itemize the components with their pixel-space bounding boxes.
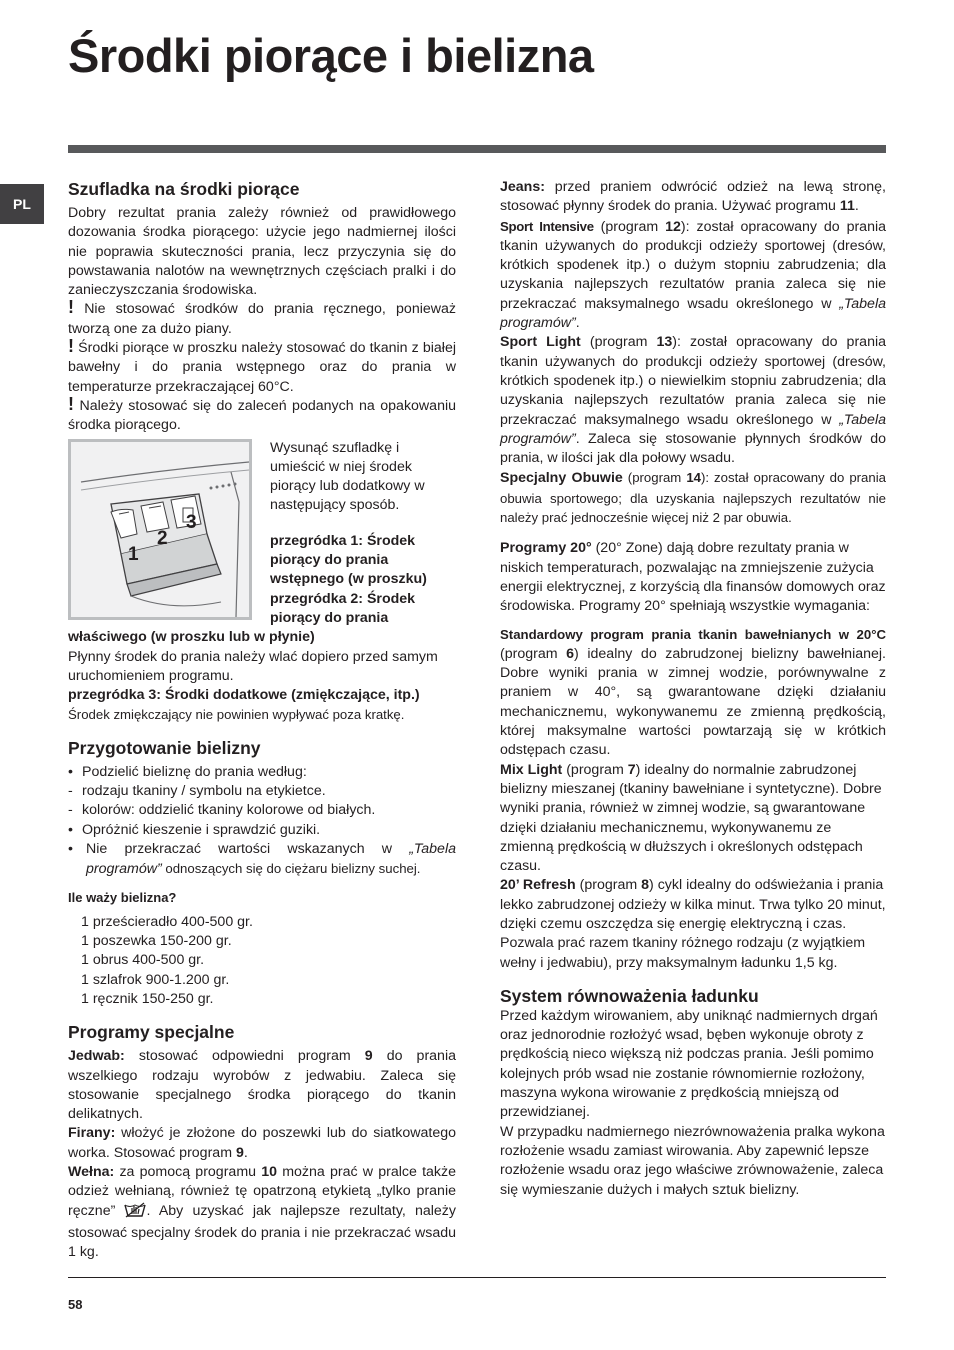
- silk-paragraph: Jedwab: stosować odpowiedni program 9 do prania wszelkiego rodzaju wyrobów z jedwabiu. Zaleca się stosowanie specjalnego środka piorącego do tkanin delikatnych.: [68, 1048, 456, 1123]
- programs-20-paragraph: Programy 20° (20° Zone) dają dobre rezultaty prania w niskich temperaturach, pozwalając na zmniejszenie zużycia energii elektrycznej, z korzyścią dla finansów domowych oraz środowiska. Programy 20° spełniają wszystkie wymagania:: [500, 540, 886, 615]
- page-number: 58: [68, 1297, 83, 1312]
- table-reference: „Tabela programów”: [500, 411, 886, 447]
- compartment-label-2: 2: [157, 527, 168, 549]
- warning-2: ! Środki piorące w proszku należy stosować do tkanin z białej bawełny i do prania wstępnego oraz do prania w temperaturze przekraczającej 60°C.: [68, 336, 456, 395]
- compartment-1: przegródka 1: Środek piorący do prania wstępnego (w proszku): [270, 532, 427, 588]
- detergent-drawer-illustration: [68, 439, 252, 620]
- refresh-paragraph: 20’ Refresh (program 8) cykl idealny do odświeżania i prania lekko zabrudzonej odzieży w kilka minut. Trwa tylko 20 minut, dzięki czemu oszczędza się energię elektryczną i czas. Pozwala prać razem tkaniny różnego rodzaju (z wyjątkiem wełny i jedwabiu), przy maksymalnym ładunku 1,5 kg.: [500, 877, 886, 971]
- drawer-figure-row: [68, 439, 456, 629]
- laundry-prep-list: [68, 763, 456, 880]
- footer-rule: [68, 1277, 886, 1278]
- compartment-label-3: 3: [186, 511, 197, 533]
- weight-item: 1 prześcieradło 400-500 gr.: [81, 913, 253, 930]
- compartment-2-a: przegródka 2: Środek piorący do prania: [270, 590, 416, 626]
- language-tab: PL: [0, 184, 44, 224]
- hand-wash-icon: [124, 1202, 146, 1224]
- right-column: [500, 178, 886, 1200]
- compartment-3-note: Środek zmiękczający nie powinien wypływać poza kratkę.: [68, 707, 405, 723]
- heading-detergent-drawer: Szufladka na środki piorące: [68, 179, 300, 199]
- weights-list: [81, 913, 456, 1009]
- curtains-paragraph: Firany: włożyć je złożone do poszewki lub do siatkowatego worka. Stosować program 9.: [68, 1125, 456, 1161]
- list-item: • Podzielić bieliznę do prania według:: [68, 763, 307, 780]
- figure-instruction: Wysunąć szufladkę i umieścić w niej środek piorący lub dodatkowy w następujący sposób.: [270, 439, 425, 514]
- left-column: [68, 178, 456, 1263]
- heading-load-balance: System równoważenia ładunku: [500, 985, 759, 1006]
- warning-icon: !: [68, 297, 74, 318]
- weight-item: 1 ręcznik 150-250 gr.: [81, 990, 214, 1007]
- heading-special-programs: Programy specjalne: [68, 1022, 235, 1043]
- warning-1: ! Nie stosować środków do prania ręcznego, ponieważ tworzą one za dużo piany.: [68, 297, 456, 337]
- jeans-paragraph: Jeans: przed praniem odwrócić odzież na lewą stronę, stosować płynny środek do prania. Używać programu 11.: [500, 179, 886, 215]
- table-reference: „Tabela programów”: [500, 295, 886, 332]
- drawer-figure-text: [270, 439, 456, 629]
- compartment-2-note: Płynny środek do prania należy wlać dopiero przed samym uruchomieniem programu.: [68, 648, 438, 684]
- compartment-label-1: 1: [128, 543, 139, 565]
- drawer-intro: Dobry rezultat prania zależy również od prawidłowego dozowania środka piorącego: użycie jego nadmiernej ilości nie poprawia skuteczności prania, lecz przyczynia się do powstawania nalotów na wewnętrznych częściach pralki i do zanieczyszczania środowiska.: [68, 205, 456, 299]
- list-item: • Nie przekraczać wartości wskazanych w „Tabela programów” odnoszących się do ciężaru bielizny suchej.: [68, 840, 456, 878]
- table-reference: „Tabela programów”: [86, 840, 456, 878]
- compartment-2-b: właściwego (w proszku lub w płynie): [68, 629, 315, 646]
- heading-laundry-prep: Przygotowanie bielizny: [68, 737, 261, 758]
- list-item: - rodzaju tkaniny / symbolu na etykietce.: [68, 783, 326, 800]
- standard-cotton-paragraph: Standardowy program prania tkanin bawełnianych w 20°C (program 6) idealny do zabrudzonej bielizny bawełnianej. Dobre wyniki prania w zimnej wodzie, porównywalne z praniem w 40°, są gwarantowane dzięki działaniu mechanicznemu, wykonywanemu ze zmienną prędkością, której maksymalne wartości powtarzają się w krótkich odstępach czasu.: [500, 626, 886, 759]
- warning-icon: !: [68, 336, 74, 357]
- weight-item: 1 szlafrok 900-1.200 gr.: [81, 971, 230, 988]
- sport-intensive-paragraph: Sport Intensive (program 12): został opracowany do prania tkanin używanych do produkcji odzieży sportowej (dresów, krótkich spodenek itp.) o dużym stopniu zabrudzenia; dla uzyskania najlepszych rezultatów prania zaleca się nie przekraczać maksymalnego wsadu określonego w „Tabela programów”.: [500, 218, 887, 332]
- drawer-drawing: [71, 442, 249, 617]
- warning-3: ! Należy stosować się do zaleceń podanych na opakowaniu środka piorącego.: [68, 393, 457, 434]
- list-item: • Opróżnić kieszenie i sprawdzić guziki.: [68, 821, 321, 838]
- shoes-paragraph: Specjalny Obuwie (program 14): został opracowany do prania obuwia sportowego; dla uzyskania najlepszych rezultatów nie należy prać jednocześnie więcej niż 2 par obuwia.: [500, 470, 886, 526]
- mix-light-paragraph: Mix Light (program 7) idealny do normalnie zabrudzonej bielizny mieszanej (tkaniny bawełniane i syntetyczne). Dobre wyniki prania, również w zimnej wodzie, są gwarantowane dzięki działaniu mechanicznemu, wykonywanemu ze zmienną prędkością w dłuższych i określonych odstępach czasu.: [500, 761, 882, 875]
- wool-paragraph: Wełna: za pomocą programu 10 można prać w pralce także odzież wełnianą, również tę opatrzoną etykietą „tylko pranie ręczne” . Aby uzyskać jak najlepsze rezultaty, należy stosować specjalny środek do prania i nie przekraczać wsadu 1 kg.: [68, 1164, 456, 1261]
- weight-item: 1 poszewka 150-200 gr.: [81, 933, 232, 950]
- list-item: - kolorów: oddzielić tkaniny kolorowe od białych.: [68, 802, 376, 819]
- compartment-3: przegródka 3: Środki dodatkowe (zmiękczające, itp.): [68, 687, 420, 704]
- sport-light-paragraph: Sport Light (program 13): został opracowany do prania tkanin używanych do produkcji odzieży sportowej (dresów, krótkich spodenek itp.) o niewielkim stopniu zabrudzenia; dla uzyskania najlepszych rezultatów prania zaleca się nie przekraczać maksymalnego wsadu określonego w „Tabela programów”. Zaleca się stosowanie płynnych środków do prania, w ilości jak dla połowy wsadu.: [500, 334, 886, 467]
- balance-paragraph-2: W przypadku nadmiernego niezrównoważenia pralka wykona rozłożenie wsadu zamiast wirowania. Aby zapewnić lepsze rozłożenie wsadu oraz jego właściwe zrównoważenie, zaleca się wymieszanie dużych i małych sztuk bielizny.: [500, 1123, 885, 1198]
- page-title: Środki piorące i bielizna: [68, 29, 594, 82]
- weight-heading: Ile waży bielizna?: [68, 889, 177, 905]
- weight-item: 1 obrus 400-500 gr.: [81, 952, 205, 969]
- balance-paragraph-1: Przed każdym wirowaniem, aby uniknąć nadmiernych drgań oraz jednorodnie rozłożyć wsad, bęben wykonuje obroty z prędkością nieco większą niż podczas prania. Jeśli pomimo kolejnych prób wsad nie zostanie równomiernie rozłożony, maszyna wykona wirowanie z prędkością mniejszą od przewidzianej.: [500, 1007, 878, 1121]
- warning-icon: !: [68, 393, 74, 414]
- header-rule: [68, 145, 886, 153]
